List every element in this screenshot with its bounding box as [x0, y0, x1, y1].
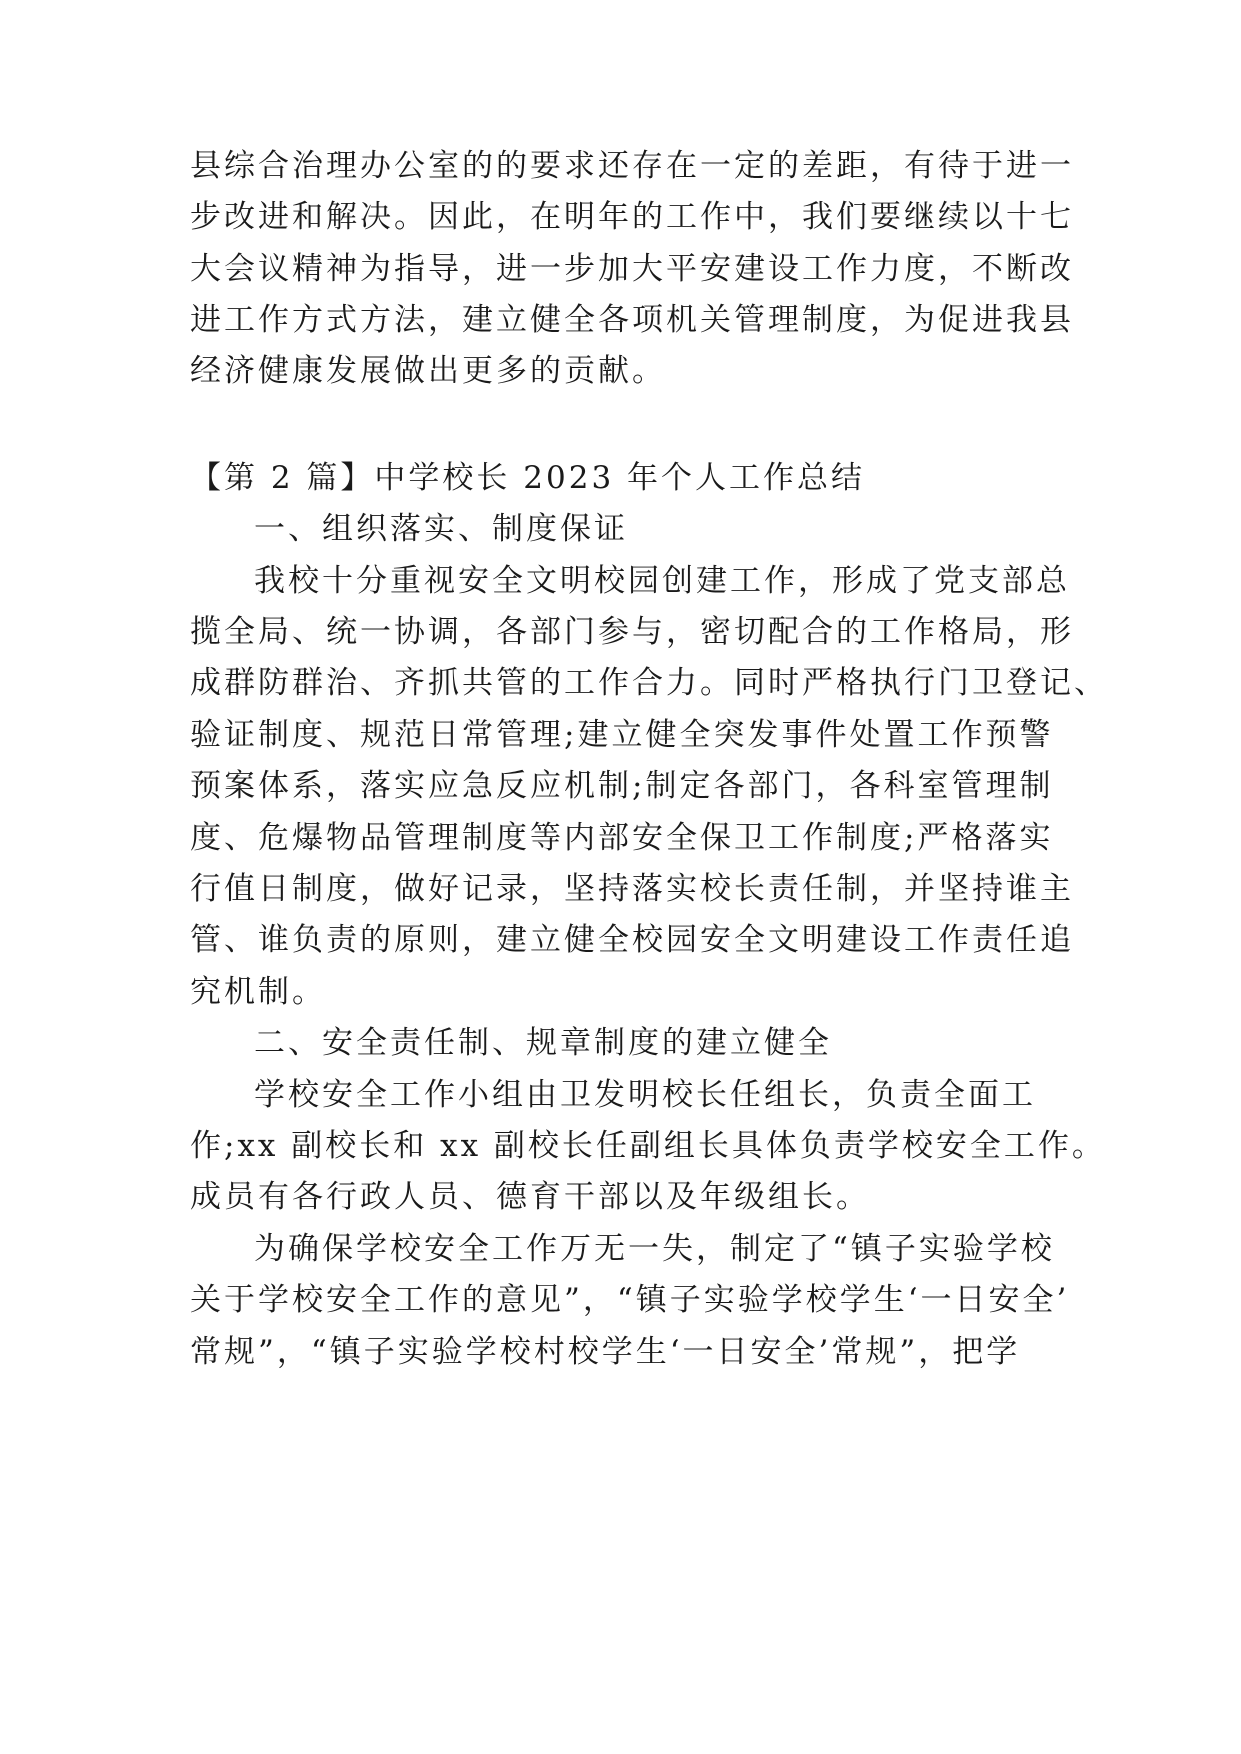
section1-line-1: 我校十分重视安全文明校园创建工作，形成了党支部总 — [254, 563, 1070, 599]
article-title: 【第 2 篇】中学校长 2023 年个人工作总结 — [190, 460, 866, 496]
section1-line-5: 预案体系，落实应急反应机制;制定各部门，各科室管理制 — [190, 768, 1054, 804]
section3-line-3: 常规”，“镇子实验学校村校学生‘一日安全’常规”，把学 — [190, 1334, 1021, 1370]
intro-line-5: 经济健康发展做出更多的贡献。 — [190, 353, 666, 389]
section2-line-3: 成员有各行政人员、德育干部以及年级组长。 — [190, 1179, 870, 1215]
section1-line-7: 行值日制度，做好记录，坚持落实校长责任制，并坚持谁主 — [190, 871, 1074, 907]
section1-line-9: 究机制。 — [190, 974, 326, 1010]
section3-line-2: 关于学校安全工作的意见”，“镇子实验学校学生‘一日安全’ — [190, 1282, 1070, 1318]
intro-line-2: 步改进和解决。因此，在明年的工作中，我们要继续以十七 — [190, 199, 1074, 235]
section2-line-1: 学校安全工作小组由卫发明校长任组长，负责全面工 — [254, 1077, 1036, 1113]
section2-heading: 二、安全责任制、规章制度的建立健全 — [254, 1025, 832, 1061]
intro-line-3: 大会议精神为指导，进一步加大平安建设工作力度，不断改 — [190, 251, 1074, 287]
section1-line-8: 管、谁负责的原则，建立健全校园安全文明建设工作责任追 — [190, 922, 1074, 958]
section1-heading: 一、组织落实、制度保证 — [254, 511, 628, 547]
section1-line-4: 验证制度、规范日常管理;建立健全突发事件处置工作预警 — [190, 717, 1054, 753]
section1-line-2: 揽全局、统一协调，各部门参与，密切配合的工作格局，形 — [190, 614, 1074, 650]
intro-line-4: 进工作方式方法，建立健全各项机关管理制度，为促进我县 — [190, 302, 1074, 338]
section3-line-1: 为确保学校安全工作万无一失，制定了“镇子实验学校 — [254, 1231, 1055, 1267]
section1-line-3: 成群防群治、齐抓共管的工作合力。同时严格执行门卫登记、 — [190, 665, 1108, 701]
section2-line-2: 作;xx 副校长和 xx 副校长任副组长具体负责学校安全工作。 — [190, 1128, 1106, 1164]
intro-line-1: 县综合治理办公室的的要求还存在一定的差距，有待于进一 — [190, 148, 1074, 184]
section1-line-6: 度、危爆物品管理制度等内部安全保卫工作制度;严格落实 — [190, 820, 1054, 856]
